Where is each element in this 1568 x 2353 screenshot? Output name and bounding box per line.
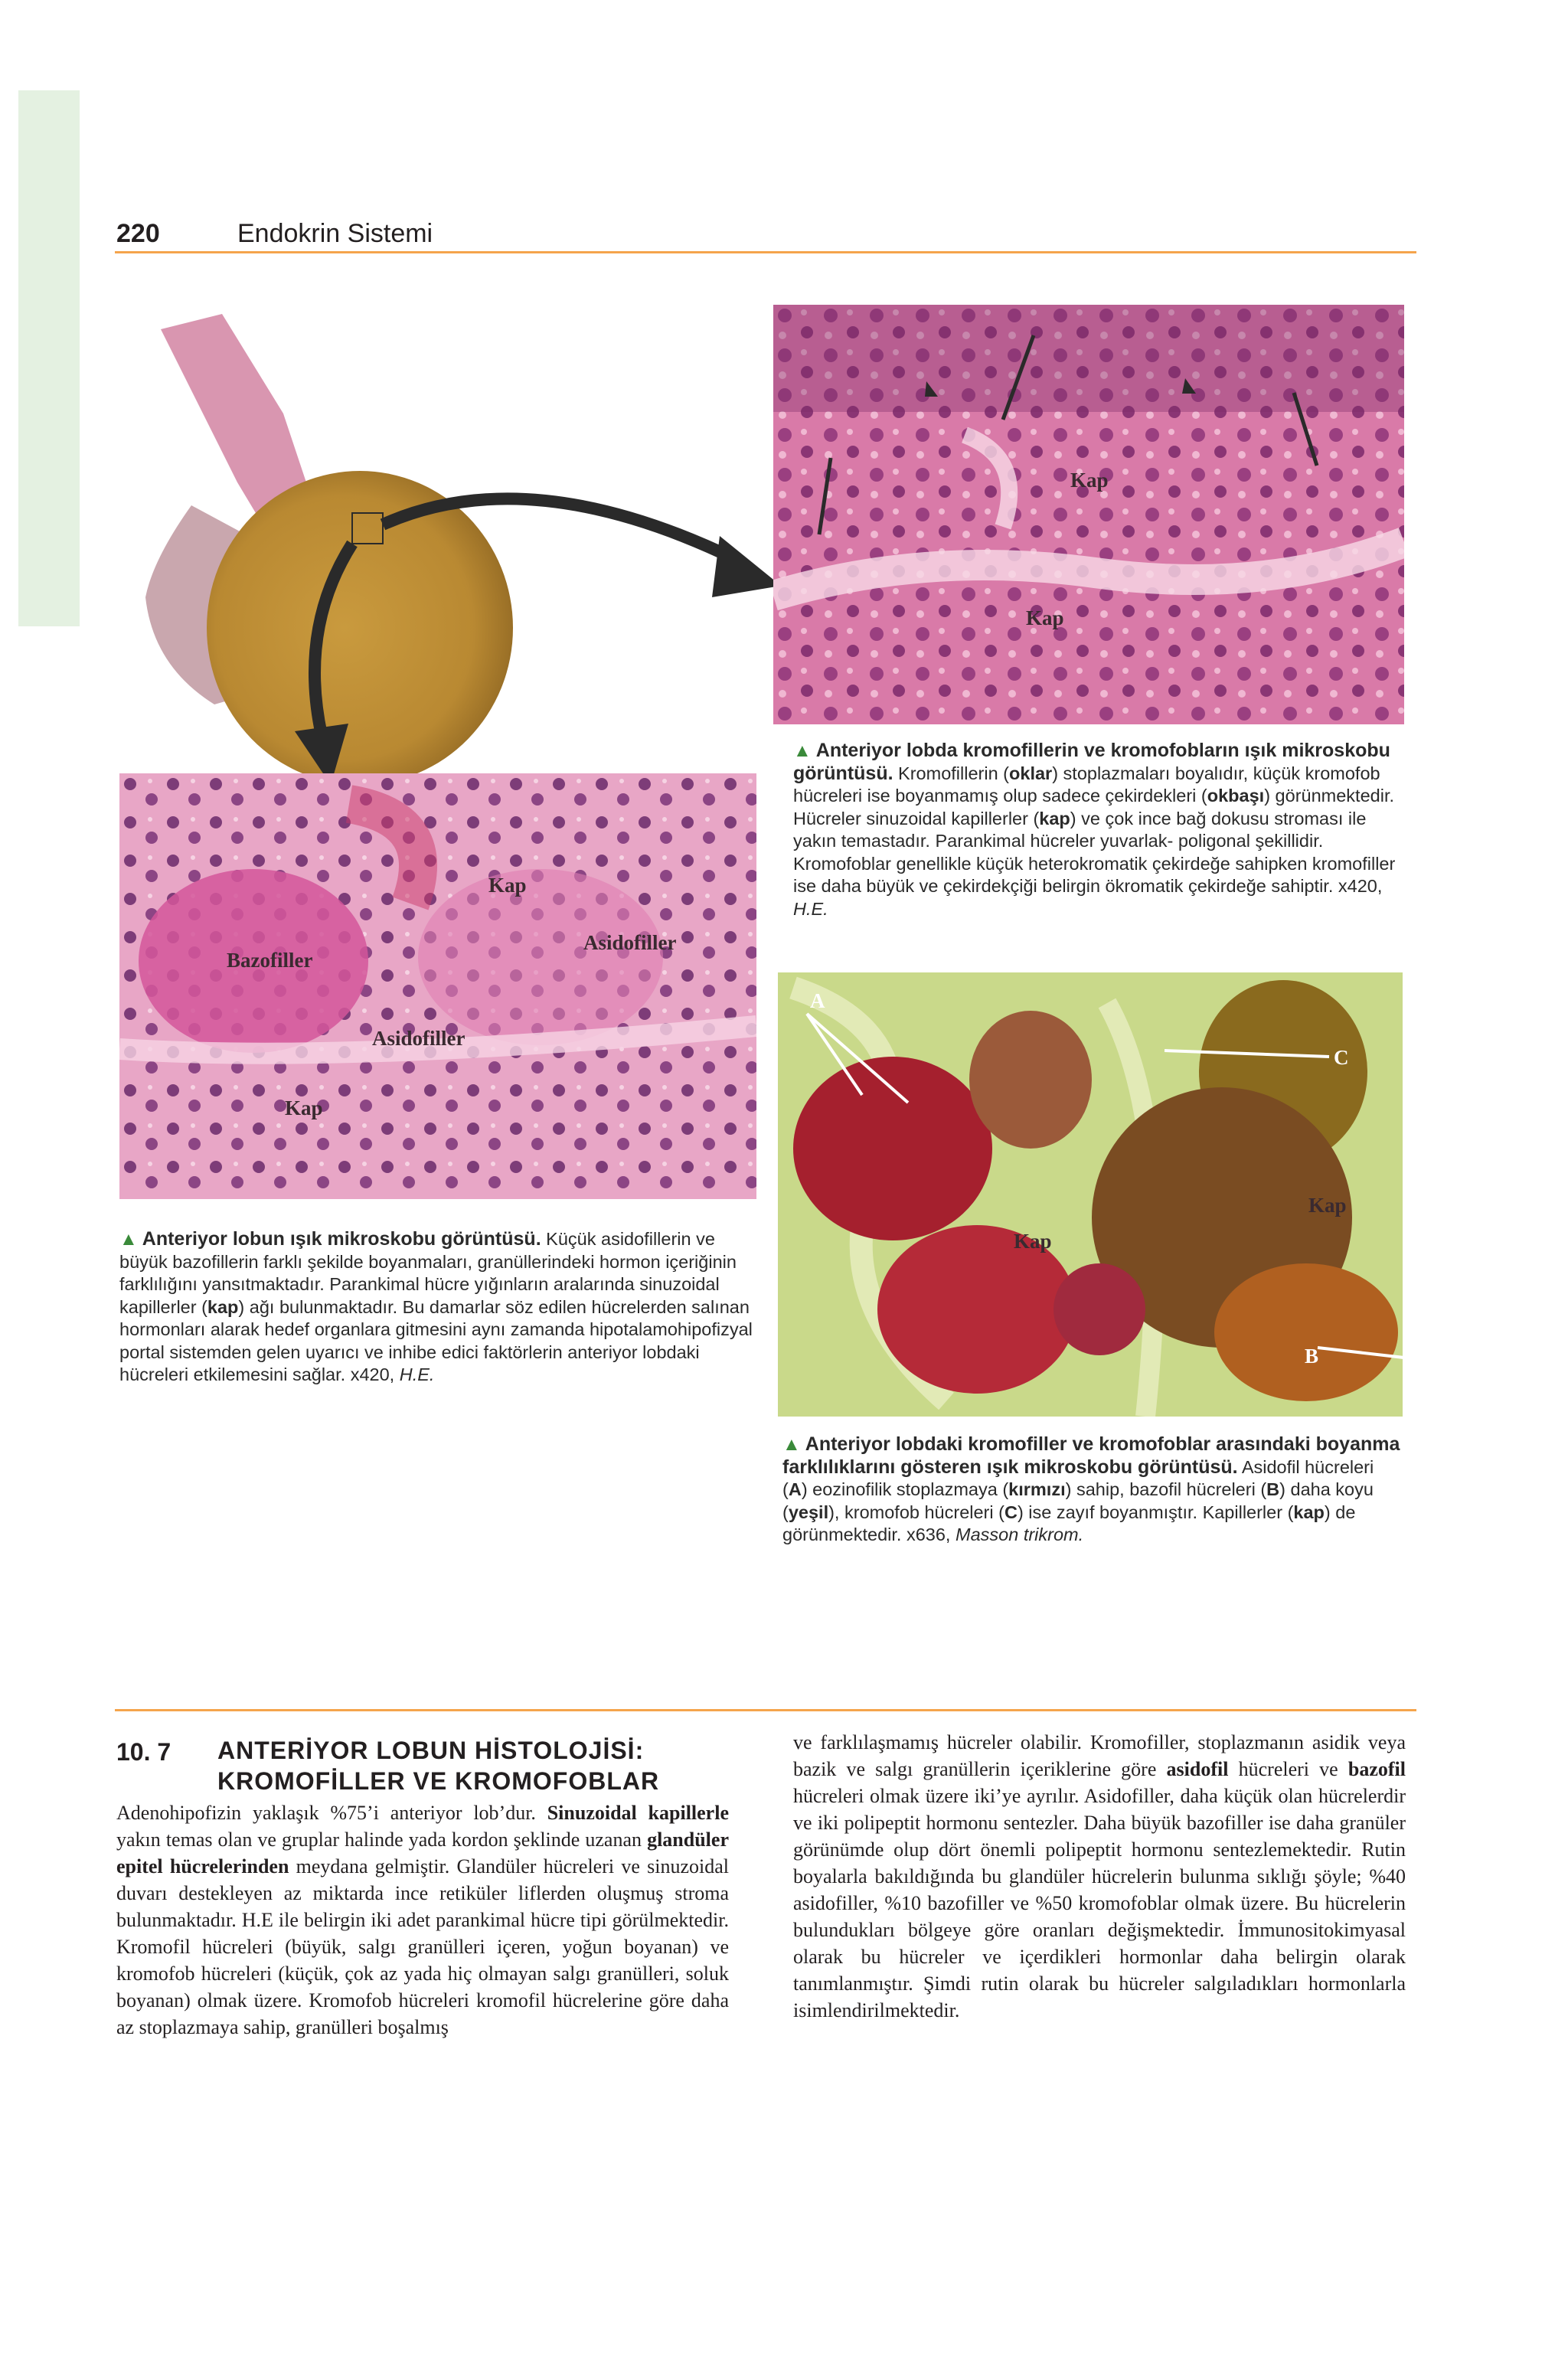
label-kap: Kap [488, 874, 527, 897]
label-asidofiller: Asidofiller [372, 1027, 466, 1050]
label-kap: Kap [1014, 1230, 1052, 1253]
label-c: C [1334, 1046, 1349, 1069]
top-micrograph [773, 305, 1404, 724]
label-kap: Kap [285, 1096, 323, 1119]
body-right-column: ve farklılaşmamış hücreler olabilir. Kromofiller, stoplazmanın asidik veya bazik ve salgı granüllerin içeriklerine göre asidofil hücreleri ve bazofil hücreleri olmak üzere iki’ye ayrılır. Asidofiller, daha küçük olan hücrelerdir ve iki polipeptit hormonu sentezler. Daha büyük bazofiller ise daha granüler görünümde olup dört önemli polipeptit hormonu sentezlemektedir. Rutin boyalarla bakıldığında bu glandüler hücrelerin bulunma sıklığı şöyle; %40 asidofiller, %10 bazofiller ve %50 kromofoblar olmak üzere. Bu hücrelerin bulundukları bölgeye göre oranları değişmektedir. İmmunositokimyasal olarak bu hücreler ve içerdikleri hormonlar daha belirgin olarak tanımlanmıştır. Şimdi rutin olarak bu hücreler salgıladıkları hormonlarla isimlendirilmektedir. [793, 1731, 1406, 2021]
side-tab [18, 90, 80, 626]
arrow-head-top [712, 536, 781, 597]
triangle-icon: ▲ [119, 1229, 138, 1250]
right-micrograph [778, 972, 1403, 1417]
section-rule [115, 1709, 1416, 1711]
header-rule [115, 251, 1416, 253]
chapter-title: Endokrin Sistemi [237, 219, 433, 248]
triangle-icon: ▲ [782, 1434, 801, 1455]
section-title: ANTERİYOR LOBUN HİSTOLOJİSİ: KROMOFİLLER VE KROMOFOBLAR [217, 1737, 660, 1795]
caption-top: ▲ Anteriyor lobda kromofillerin ve kromofobların ışık mikroskobu görüntüsü. Kromofillerin (oklar) stoplazmaları boyalıdır, küçük kromofob hücreleri ise boyanmamış olup sadece çekirdekleri (okbaşı) görünmektedir. Hücreler sinuzoidal kapillerler (kap) ve çok ince bağ dokusu stroması ile yakın temastadır. Parankimal hücreler yuvarlak- poligonal şekillidir. Kromofoblar genellikle küçük heterokromatik çekirdeğe sahipken kromofiller ise daha büyük ve çekirdekçiği belirgin ökromatik çekirdeğe sahiptir. x420, H.E. [793, 740, 1396, 919]
triangle-icon: ▲ [793, 740, 812, 761]
caption-left: ▲ Anteriyor lobun ışık mikroskobu görüntüsü. Küçük asidofillerin ve büyük bazofillerin farklı şekilde boyanmaları, granüllerindeki hormon içeriğinin farklılığını yansıtmaktadır. Parankimal hücre yığınların aralarında sinuzoidal kapillerler (kap) ağı bulunmaktadır. Bu damarlar söz edilen hücrelerden salınan hormonları alarak hedef organlara gitmesini aynı zamanda hipotalamohipofizyal portal sistemden gelen uyarıcı ve inhibe edici faktörlerin anteriyor lobdaki hücreleri etkilemesini sağlar. x420, H.E. [119, 1228, 753, 1384]
section-number: 10. 7 [116, 1738, 172, 1766]
label-b: B [1305, 1345, 1319, 1368]
label-asidofiller: Asidofiller [583, 931, 677, 954]
label-a: A [810, 989, 825, 1012]
label-kap: Kap [1308, 1194, 1347, 1217]
anterior-lobe-shape [207, 471, 513, 785]
label-kap: Kap [1026, 606, 1064, 629]
caption-right: ▲ Anteriyor lobdaki kromofiller ve kromofoblar arasındaki boyanma farklılıklarını gösteren ışık mikroskobu görüntüsü. Asidofil hücreleri (A) eozinofilik stoplazmaya (kırmızı) sahip, bazofil hücreleri (B) daha koyu (yeşil), kromofob hücreleri (C) ise zayıf boyanmıştır. Kapillerler (kap) de görünmektedir. x636, Masson trikrom. [782, 1433, 1400, 1544]
page-number: 220 [116, 219, 160, 248]
left-micrograph [119, 773, 756, 1199]
label-kap: Kap [1070, 469, 1109, 492]
body-left-column: Adenohipofizin yaklaşık %75’i anteriyor lob’dur. Sinuzoidal kapillerle yakın temas olan ve gruplar halinde yada kordon şeklinde uzanan glandüler epitel hücrelerinden meydana gelmiştir. Glandüler hücreleri ve sinuzoidal duvarı destekleyen az miktarda ince retiküler liflerden oluşmuş stroma bulunmaktadır. H.E ile belirgin iki adet parankimal hücre tipi görülmektedir. Kromofil hücreleri (büyük, salgı granülleri içeren, yoğun boyanan) ve kromofob hücreleri (küçük, çok az yada hiç olmayan salgı granülleri, soluk boyanan) olmak üzere. Kromofob hücreleri kromofil hücrelerine göre daha az stoplazmaya sahip, granülleri boşalmış [116, 1802, 729, 2038]
label-bazofiller: Bazofiller [227, 949, 313, 972]
